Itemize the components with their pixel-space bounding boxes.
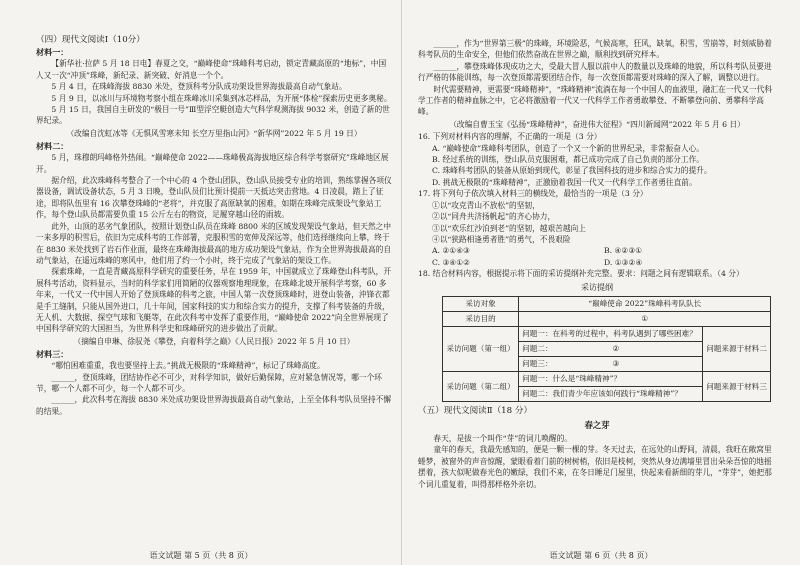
interview-outline-table	[442, 296, 771, 402]
page-footer: 语文试题 第 6 页（共 8 页）	[549, 551, 653, 560]
answer-blank-2: ②	[612, 344, 620, 354]
question-16: 16. 下列对材料内容的理解，不正确的一项是（3 分）	[418, 132, 602, 142]
options-row	[432, 245, 776, 256]
paragraph: ______，登顶珠峰，团结协作必不可少，对科学知识，做好后勤保障，应对紧急情况等，哪一个环节，哪一个人都不可少，每一个人都不可少。	[36, 372, 382, 393]
source-citation: （改编自曹玉宝《弘扬“珠峰精神”，奋进伟大征程》“四川新闻网”2022 年 5 月 6 日）	[449, 119, 745, 129]
table-cell: 采访问题（第一组）	[443, 326, 519, 371]
option-c: C. ③④①②	[432, 257, 471, 267]
table-row	[443, 371, 771, 386]
question-label: 问题二：	[522, 344, 553, 354]
material-label: 材料二：	[36, 141, 69, 152]
material-label: 材料一：	[36, 47, 69, 58]
table-cell: 问题二：我们青少年应该如何践行“珠峰精神”？	[519, 386, 703, 401]
table-row	[443, 296, 771, 311]
sentence-4: ④以“狭路相逢勇者胜”的勇气，不畏艰险	[432, 234, 571, 244]
table-cell	[519, 356, 703, 371]
table-cell	[519, 341, 703, 356]
source-citation: （摘编自申琳、徐驭尧《攀登，向着科学之巅》《人民日报》2022 年 5 月 10 日）	[73, 336, 355, 346]
material-label: 材料三：	[36, 349, 69, 360]
paragraph: 5 月 4 日，在珠峰海拔 8830 米处，登顶科考分队成功架设世界海拔最高自动气象站。	[51, 82, 347, 92]
paragraph: 据介绍，此次珠峰科考整合了一个中心的 4 个登山团队，登山队员接受专业的培训，熟练掌握各项仪器设备，调试设备状态，5 月 3 日晚，登山队员们比预计提前一天抵达突击营地。4 日凌晨，踏上了征途，即将队伍里有 16 次攀登珠峰的“老将”，并克服了高原缺氧的困难，如期在珠峰完成架设气象站工作，每个登山队员都需要负重 15 公斤左右的物资，足履穿越山径的雨坡。	[36, 176, 392, 220]
option-c: C. 珠峰科考团队的装备从原始到现代，彰显了我国科技的进步和综合实力的提升。	[432, 166, 712, 176]
paragraph: 探索珠峰，一直是青藏高原科学研究的重要任务，早在 1959 年，中国就成立了珠峰登山科考队，开展科考活动，资料显示，当时的科学家们用简陋的仪器观察地理现象，在珠峰北坡开展科学考察，60 多年来，一代又一代中国人开始了登顶珠峰的科考之旅，中国人第一次登顶珠峰时，进登山装备，沖锋衣都是手工缝制，只能从国外进口，几十年间，国家科技的实力和综合实力的提升，支撑了科考装备的升级，无人机、大数据、探空气球和飞艇等，在此次科考中发挥了重要作用，“巅峰使命 2022”向全世界展现了中国科学研究的大国担当，为世界科学史和珠峰研究的进步做出了贡献。	[36, 267, 392, 334]
table-cell: 问题一：什么是“珠峰精神”？	[519, 371, 703, 386]
table-cell: “巅峰使命 2022”珠峰科考队队长	[519, 296, 771, 311]
question-17: 17. 将下列句子依次填入材料三的横线处，最恰当的一项是（3 分）	[418, 189, 648, 199]
table-cell: 问题来源于材料二	[702, 326, 771, 371]
paragraph: 【新华社·拉萨 5 月 18 日电】春夏之交，“巅峰使命”珠峰科考启动，锁定青藏高原的“地标”，中国人又一次“冲顶”珠峰，新纪录、新突破、好消息一个个。	[36, 59, 387, 80]
table-cell: 问题来源于材料三	[702, 371, 771, 401]
paragraph: 5 月 15 日，我国自主研发的“极目一号”Ⅲ型浮空艇创造大气科学观测海拔 9032 米，创造了新的世界纪录。	[36, 105, 390, 126]
option-a: A. ②①④③	[432, 246, 471, 256]
paragraph: 5 月 9 日，以冰川与环境物考察小组在珠峰冰川采集到冰芯样品，为开展“体检”探索历史更多奥秘。	[51, 93, 392, 103]
option-b: B. ④②③①	[604, 246, 643, 256]
table-title: 采访提纲	[581, 282, 613, 292]
sentence-1: ①以“攻克青山不放松”的坚韧，	[432, 200, 540, 210]
section-heading: （四）现代文阅读Ⅰ（10分）	[36, 35, 145, 45]
option-d: D. 挑战无极限的“珠峰精神”，正激励着我国一代又一代科学工作者勇往直前。	[432, 177, 697, 187]
question-18: 18. 结合材料内容，根据提示将下面的采访提纲补充完整。要求：问题之间有逻辑联系。（4 分）	[418, 269, 744, 279]
option-b: B. 经过系统的训练，登山队员克服困难，都已成功完成了自己负责的部分工作。	[432, 155, 704, 165]
paragraph: “哪怕困难重重，我也要坚持上去。”挑战无极限的“珠峰精神”，标记了珠峰高度。	[51, 361, 325, 371]
paragraph: ______，攀登珠峰体现成功之大，受最大冒人服以前中人的数量以及珠峰的地貌，所以科考队员要进行严格的体能训练，每一次登顶都需要团结合作，每一次登顶都需要对珠峰的深入了解，调整以进行。	[418, 61, 772, 83]
table-row	[443, 326, 771, 341]
options-row	[432, 257, 776, 268]
option-a: A. “巅峰使命”珠峰科考团队，创造了一个又一个新的世界纪录，非常振奋人心。	[432, 143, 704, 153]
table-cell: 采访问题（第二组）	[443, 371, 519, 401]
table-cell: 采访对象	[443, 296, 519, 311]
table-row	[443, 311, 771, 326]
page-footer: 语文试题 第 5 页（共 8 页）	[149, 551, 253, 560]
paragraph: ______，此次科考在海拔 8830 米处成功架设世界海拔最高自动气象站，上至全体科考队员坚持不懈的结果。	[36, 395, 392, 416]
sentence-2: ②以“同舟共济扬帆起”的齐心协力，	[432, 212, 556, 222]
option-d: D. ①③②④	[604, 257, 643, 267]
question-label: 问题三：	[522, 359, 553, 369]
table-cell: 问题一：在科考的过程中，科考队遇到了哪些困难？	[519, 326, 703, 341]
answer-blank-3: ③	[612, 359, 620, 369]
section-heading: （五）现代文阅读Ⅱ（18 分）	[418, 405, 533, 416]
source-citation: （改编自沈虹冰等《无惧风雪寒未知 长空万里指山河》“新华网”2022 年 5 月 19 日）	[66, 128, 362, 138]
paragraph: 童年的春天，我最先感知的，便是一颗一棵的芽。冬天过去，在远处的山野间，清晨，我旺在敞窝里蜷梦，被窗外的声音惊醒，蒙眼看着门前的树树梢，依旧是枝柯，突然从身边满墙里冒出朵朵吾惊的地摇摆着，孩大似呢做春光色的嫩绿，我们不来，在冬日睡足门屋里，快起来看新细的芽儿，“芽芽”，她把那个词儿重复着，叫得那样格外亲切。	[418, 445, 772, 489]
paragraph: 春天，是拔一个叫作“芽”的词儿唤醒的。	[433, 433, 572, 443]
table-cell: 采访目的	[443, 311, 519, 326]
paragraph: 此外，山顶的恶劣气象团队，按照计划登山队员在珠峰 8800 米的区域发现架设气象站，但天然之中一来多厚的积雪后，依旧为完成科考的工作部署，克服积雪的宽伸及深远等，他们选择继续向上攀，终于在 8830 米处找到了岩石作业面，最终在珠峰海拔最高的地方成功架设气象站，作为全世界海拔最高的自动气象站，在遥远珠峰的寒风中，他们用了约一个小时，终于完成了气象站的架设工作。	[36, 221, 392, 265]
paragraph: 时代需要精神，更需要“珠峰精神”，“珠峰精神”流淌在每一个中国人的血液里，融汇在一代又一代科学工作者的精神血脉之中，它必将激励着一代又一代科学工作者勇敢攀登、不断攀登向前、勇攀科学高峰。	[418, 84, 772, 117]
essay-title: 春之芽	[584, 419, 610, 430]
sentence-3: ③以“欢乐红沙泊到老”的坚韧，越艰苦越向上	[432, 223, 586, 233]
right-page	[402, 0, 800, 565]
paragraph: ______，作为“世界第三极”的珠峰，环境险恶，气候高寒，狂风，缺氧，积雪，雪崩等，时刻威胁着科考队员的生命安全，但他们依然奋战在世界之巅，顺利找到研究样本。	[418, 39, 772, 60]
paragraph: 5 月，珠穆朗玛峰格外热闹。“巅峰使命 2022——珠峰极高海拔地区综合科学考察研究”珠峰地区展开。	[36, 153, 389, 174]
answer-blank-1: ①	[519, 311, 771, 326]
